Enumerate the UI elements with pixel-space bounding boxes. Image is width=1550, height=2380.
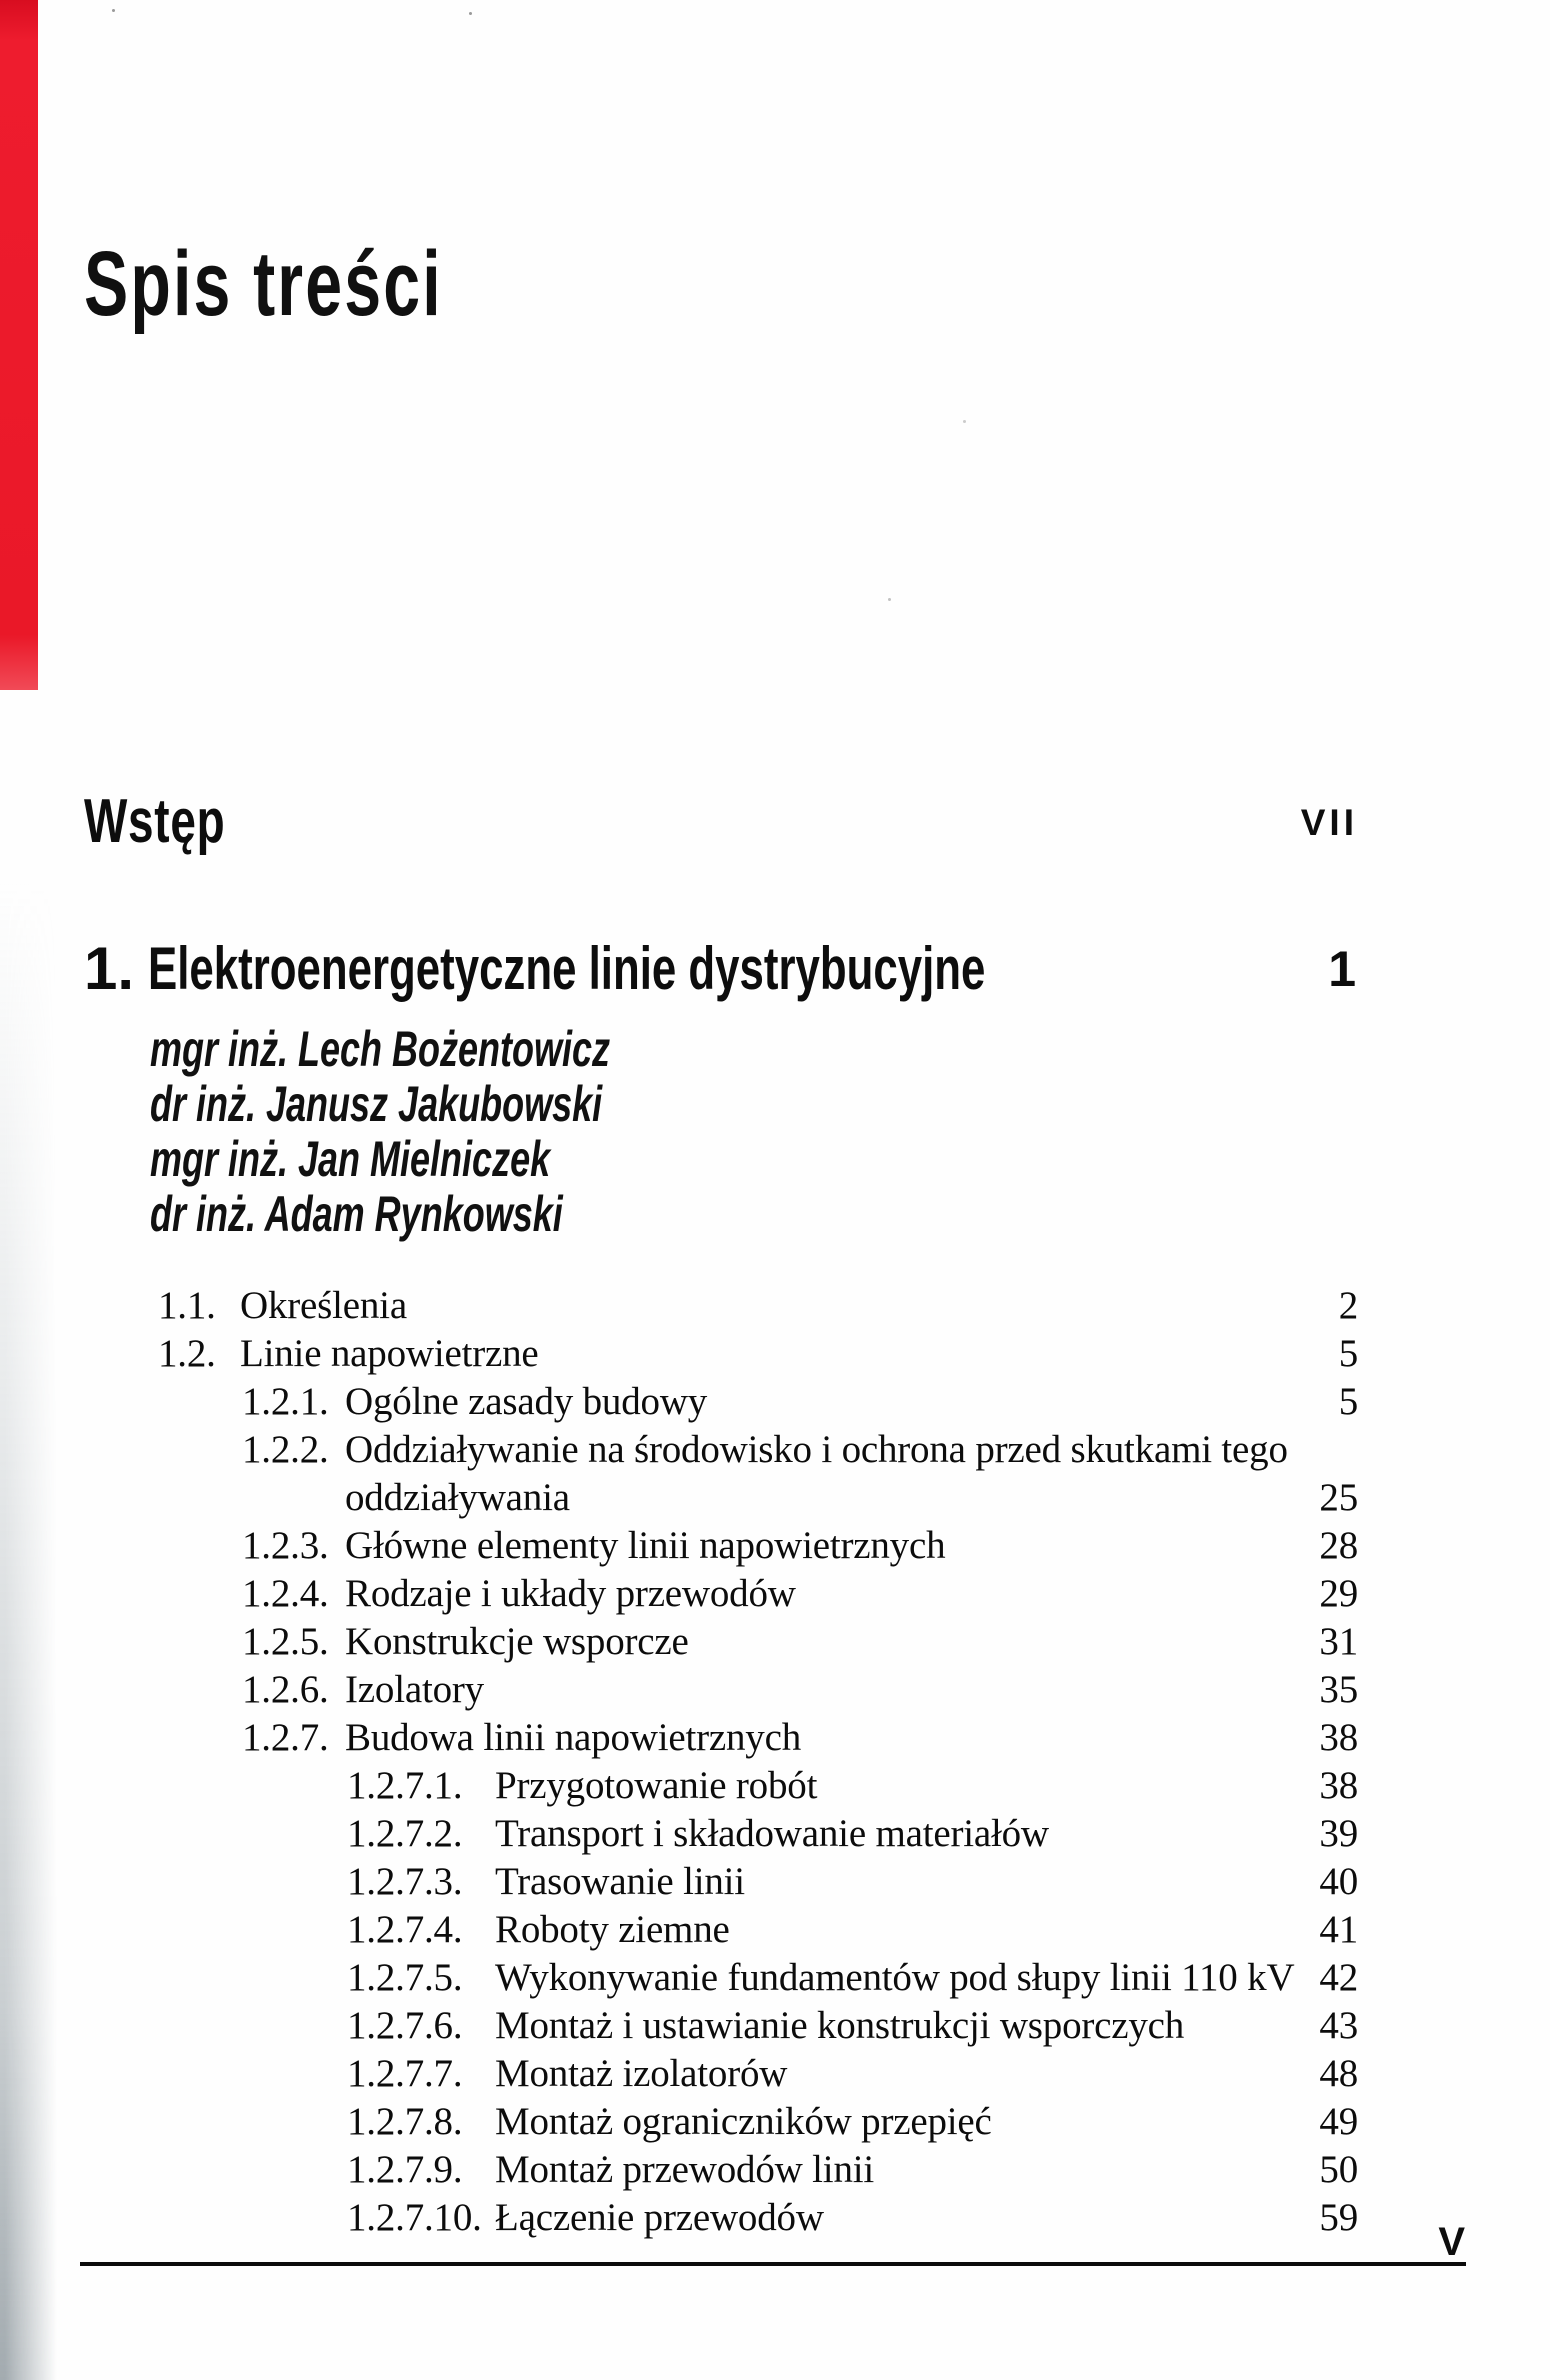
toc-entry-number: 1.2.7.2. [347, 1812, 463, 1855]
toc-entry-page-number: 48 [1319, 2052, 1358, 2095]
toc-entry-page-number: 29 [1319, 1572, 1358, 1615]
toc-entry-label: Główne elementy linii napowietrznych [345, 1524, 946, 1567]
toc-entry-page-number: 59 [1319, 2196, 1358, 2239]
toc-entry-page-number: 42 [1319, 1956, 1358, 1999]
toc-entry-label: Montaż i ustawianie konstrukcji wsporczych [495, 2004, 1185, 2047]
toc-entry-number: 1.2.2. [242, 1428, 329, 1471]
page-title-text: Spis treści [84, 233, 443, 335]
chapter-page-number: 1 [1328, 941, 1356, 997]
toc-entry-number: 1.2.7.10. [347, 2196, 482, 2239]
toc-entry-page-number: 41 [1319, 1908, 1358, 1951]
toc-entry-number: 1.2.7.5. [347, 1956, 463, 1999]
footer-rule [80, 2262, 1466, 2266]
chapter-title: Elektroenergetyczne linie dystrybucyjne [148, 935, 986, 1002]
toc-row [158, 1618, 1358, 1666]
toc-entry-page-number: 50 [1319, 2148, 1358, 2191]
toc-entry-number: 1.2.5. [242, 1620, 329, 1663]
toc-entry-page-number: 38 [1319, 1716, 1358, 1759]
toc-row [158, 2194, 1358, 2242]
toc-row [158, 1522, 1358, 1570]
wstep-label: Wstęp [84, 787, 226, 856]
toc-entry-page-number: 49 [1319, 2100, 1358, 2143]
toc-row [158, 1282, 1358, 1330]
red-ribbon-edge [0, 0, 38, 690]
chapter-authors [150, 1022, 789, 1242]
toc-row [158, 1378, 1358, 1426]
toc-row [158, 1954, 1358, 2002]
toc-entry-label: Montaż ograniczników przepięć [495, 2100, 992, 2143]
toc-entry-page-number: 35 [1319, 1668, 1358, 1711]
toc-row-continuation [158, 1474, 1358, 1522]
toc-entry-label: Trasowanie linii [495, 1860, 745, 1903]
toc-entry-number: 1.2.4. [242, 1572, 329, 1615]
toc-entry-label: oddziaływania [345, 1476, 570, 1519]
toc-entry-label: Konstrukcje wsporcze [345, 1620, 689, 1663]
toc-entry-label: Linie napowietrzne [240, 1332, 539, 1375]
page-folio: V [1438, 2220, 1466, 2264]
toc-entry-number: 1.2.6. [242, 1668, 329, 1711]
toc-entry-page-number: 25 [1319, 1476, 1358, 1519]
toc-entry-page-number: 28 [1319, 1524, 1358, 1567]
toc-entry-page-number: 43 [1319, 2004, 1358, 2047]
scan-speck [112, 9, 115, 12]
toc-entry-label: Budowa linii napowietrznych [345, 1716, 801, 1759]
toc-entry-number: 1.2.7.6. [347, 2004, 463, 2047]
wstep-entry [84, 786, 1358, 857]
toc-entry-page-number: 39 [1319, 1812, 1358, 1855]
toc-entry-label: Izolatory [345, 1668, 484, 1711]
toc-entry-number: 1.2.7.3. [347, 1860, 463, 1903]
toc-entry-number: 1.2. [158, 1332, 216, 1375]
toc-entry-label: Montaż izolatorów [495, 2052, 788, 2095]
toc-entry-number: 1.2.1. [242, 1380, 329, 1423]
toc-row [158, 1906, 1358, 1954]
toc-entry-number: 1.2.7.4. [347, 1908, 463, 1951]
toc-row [158, 2002, 1358, 2050]
toc-entry-label: Oddziaływanie na środowisko i ochrona przed skutkami tego [345, 1428, 1288, 1471]
toc-row [158, 1330, 1358, 1378]
page-title [84, 232, 582, 337]
toc-entry-label: Przygotowanie robót [495, 1764, 818, 1807]
author-line: dr inż. Janusz Jakubowski [150, 1076, 603, 1132]
toc-entry-page-number: 5 [1338, 1380, 1358, 1423]
toc-row [158, 1810, 1358, 1858]
scan-speck [888, 598, 891, 601]
toc-row [158, 2098, 1358, 2146]
toc-entry-page-number: 2 [1338, 1284, 1358, 1327]
wstep-page-number: VII [1300, 802, 1358, 843]
toc-row [158, 1762, 1358, 1810]
toc-entry-number: 1.2.7.9. [347, 2148, 463, 2191]
toc-entry-label: Łączenie przewodów [495, 2196, 824, 2239]
toc-row [158, 1570, 1358, 1618]
toc-entry-label: Rodzaje i układy przewodów [345, 1572, 796, 1615]
toc-row [158, 1666, 1358, 1714]
toc-entry-number: 1.2.7.1. [347, 1764, 463, 1807]
toc-entry-page-number: 40 [1319, 1860, 1358, 1903]
author-line: dr inż. Adam Rynkowski [150, 1186, 563, 1242]
scan-speck [469, 12, 472, 15]
toc-entry-label: Określenia [240, 1284, 407, 1327]
toc-entry-page-number: 31 [1319, 1620, 1358, 1663]
scan-speck [963, 420, 966, 423]
toc-list [158, 1282, 1358, 2242]
toc-row [158, 1426, 1358, 1474]
toc-entry-number: 1.2.7. [242, 1716, 329, 1759]
author-line: mgr inż. Lech Bożentowicz [150, 1021, 611, 1077]
toc-row [158, 1714, 1358, 1762]
toc-entry-number: 1.1. [158, 1284, 216, 1327]
toc-entry-label: Montaż przewodów linii [495, 2148, 875, 2191]
scan-edge-shadow [0, 880, 62, 2380]
toc-entry-number: 1.2.7.8. [347, 2100, 463, 2143]
toc-entry-page-number: 5 [1338, 1332, 1358, 1375]
toc-entry-label: Roboty ziemne [495, 1908, 730, 1951]
toc-row [158, 1858, 1358, 1906]
toc-entry-page-number: 38 [1319, 1764, 1358, 1807]
toc-entry-label: Ogólne zasady budowy [345, 1380, 708, 1423]
toc-entry-number: 1.2.3. [242, 1524, 329, 1567]
toc-entry-label: Transport i składowanie materiałów [495, 1812, 1049, 1855]
toc-entry-label: Wykonywanie fundamentów pod słupy linii 110 kV [495, 1956, 1295, 1999]
author-line: mgr inż. Jan Mielniczek [150, 1131, 551, 1187]
toc-entry-number: 1.2.7.7. [347, 2052, 463, 2095]
toc-row [158, 2050, 1358, 2098]
chapter-number: 1. [84, 935, 135, 1002]
toc-row [158, 2146, 1358, 2194]
